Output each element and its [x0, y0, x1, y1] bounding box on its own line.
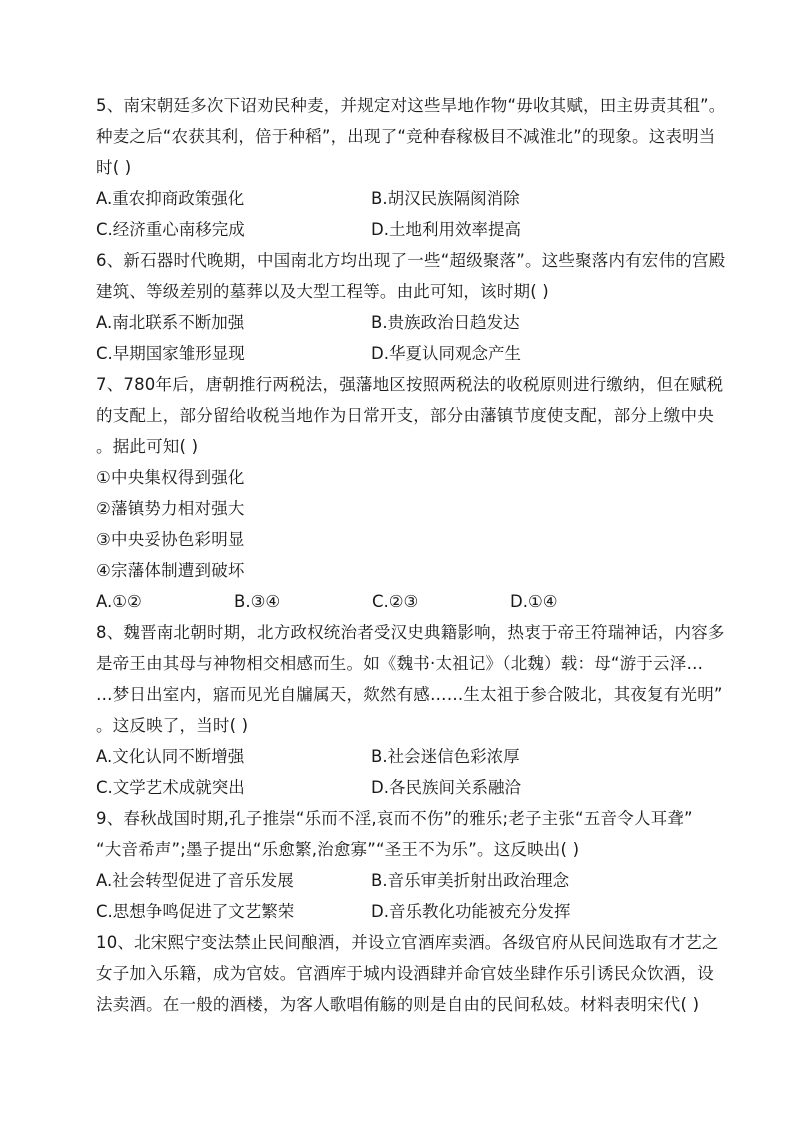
- question-text-line: 7、780年后，唐朝推行两税法，强藩地区按照两税法的收税原则进行缴纳，但在赋税: [96, 375, 724, 394]
- question-8: [96, 617, 725, 803]
- options-row: [96, 307, 700, 338]
- question-7: [96, 369, 724, 617]
- option-b[interactable]: B.贵族政治日趋发达: [371, 313, 520, 332]
- question-9: [96, 803, 700, 927]
- options-row: [96, 214, 700, 245]
- question-text-line: 。这反映了，当时( ): [96, 716, 249, 735]
- question-text-line: 女子加入乐籍，成为官妓。官酒库于城内设酒肆并命官妓坐肆作乐引诱民众饮酒，设: [96, 964, 714, 983]
- options-row: [96, 741, 700, 772]
- question-text-line: 8、魏晋南北朝时期，北方政权统治者受汉史典籍影响，热衷于帝王符瑞神话，内容多: [96, 623, 725, 642]
- option-a[interactable]: A.文化认同不断增强: [96, 747, 245, 766]
- option-c[interactable]: C.早期国家雏形显现: [96, 344, 245, 363]
- question-text-line: “大音希声”;墨子提出“乐愈繁,治愈寡”“圣王不为乐”。这反映出( ): [96, 840, 580, 859]
- options-row: [96, 338, 700, 369]
- question-text-line: 6、新石器时代晚期，中国南北方均出现了一些“超级聚落”。这些聚落内有宏伟的宫殿: [96, 251, 726, 270]
- question-text-line: 是帝王由其母与神物相交相感而生。如《魏书·太祖记》（北魏）载：母“游于云泽…: [96, 654, 704, 673]
- question-text-line: 的支配上，部分留给收税当地作为日常开支，部分由藩镇节度使支配，部分上缴中央: [96, 406, 714, 425]
- option-b[interactable]: B.③④: [234, 592, 281, 611]
- option-d[interactable]: D.音乐教化功能被充分发挥: [371, 902, 571, 921]
- option-c[interactable]: C.思想争鸣促进了文艺繁荣: [96, 902, 295, 921]
- exam-page: [96, 90, 726, 1020]
- option-c[interactable]: C.文学艺术成就突出: [96, 778, 245, 797]
- options-row: [96, 865, 700, 896]
- option-d[interactable]: D.①④: [510, 592, 558, 611]
- option-a[interactable]: A.社会转型促进了音乐发展: [96, 871, 294, 890]
- option-a[interactable]: A.重农抑商政策强化: [96, 189, 245, 208]
- question-5: [96, 90, 726, 245]
- question-text-line: 9、春秋战国时期,孔子推崇“乐而不淫,哀而不伤”的雅乐;老子主张“五音令人耳聋”: [96, 809, 693, 828]
- option-b[interactable]: B.音乐审美折射出政治理念: [371, 871, 570, 890]
- option-a[interactable]: A.南北联系不断加强: [96, 313, 245, 332]
- option-b[interactable]: B.胡汉民族隔阂消除: [371, 189, 520, 208]
- options-row: [96, 183, 700, 214]
- options-row: [96, 772, 700, 803]
- statement-item: ②藩镇势力相对强大: [96, 499, 245, 518]
- statement-item: ④宗藩体制遭到破坏: [96, 561, 245, 580]
- option-d[interactable]: D.各民族间关系融洽: [371, 778, 521, 797]
- question-10: [96, 927, 719, 1020]
- question-text-line: 建筑、等级差别的墓葬以及大型工程等。由此可知，该时期( ): [96, 282, 549, 301]
- statement-item: ③中央妥协色彩明显: [96, 530, 245, 549]
- option-d[interactable]: D.土地利用效率提高: [371, 220, 521, 239]
- option-d[interactable]: D.华夏认同观念产生: [371, 344, 521, 363]
- option-a[interactable]: A.①②: [96, 592, 142, 611]
- question-text-line: 时( ): [96, 158, 132, 177]
- question-text-line: 法卖酒。在一般的酒楼，为客人歌唱侑觞的则是自由的民间私妓。材料表明宋代( ): [96, 995, 700, 1014]
- question-text-line: 。据此可知( ): [96, 437, 199, 456]
- question-text-line: 10、北宋熙宁变法禁止民间酿酒，并设立官酒库卖酒。各级官府从民间选取有才艺之: [96, 933, 719, 952]
- option-c[interactable]: C.②③: [372, 592, 419, 611]
- options-row: [96, 896, 700, 927]
- options-row: [96, 586, 700, 617]
- question-text-line: 种麦之后“农获其利，倍于种稻”，出现了“竞种春稼极目不减淮北”的现象。这表明当: [96, 127, 716, 146]
- question-6: [96, 245, 726, 369]
- option-c[interactable]: C.经济重心南移完成: [96, 220, 245, 239]
- statement-item: ①中央集权得到强化: [96, 468, 245, 487]
- option-b[interactable]: B.社会迷信色彩浓厚: [371, 747, 520, 766]
- question-text-line: …梦日出室内，寤而见光自牖属天，欻然有感……生太祖于参合陂北，其夜复有光明”: [96, 685, 723, 704]
- question-text-line: 5、南宋朝廷多次下诏劝民种麦，并规定对这些旱地作物“毋收其赋，田主毋责其租”。: [96, 96, 726, 115]
